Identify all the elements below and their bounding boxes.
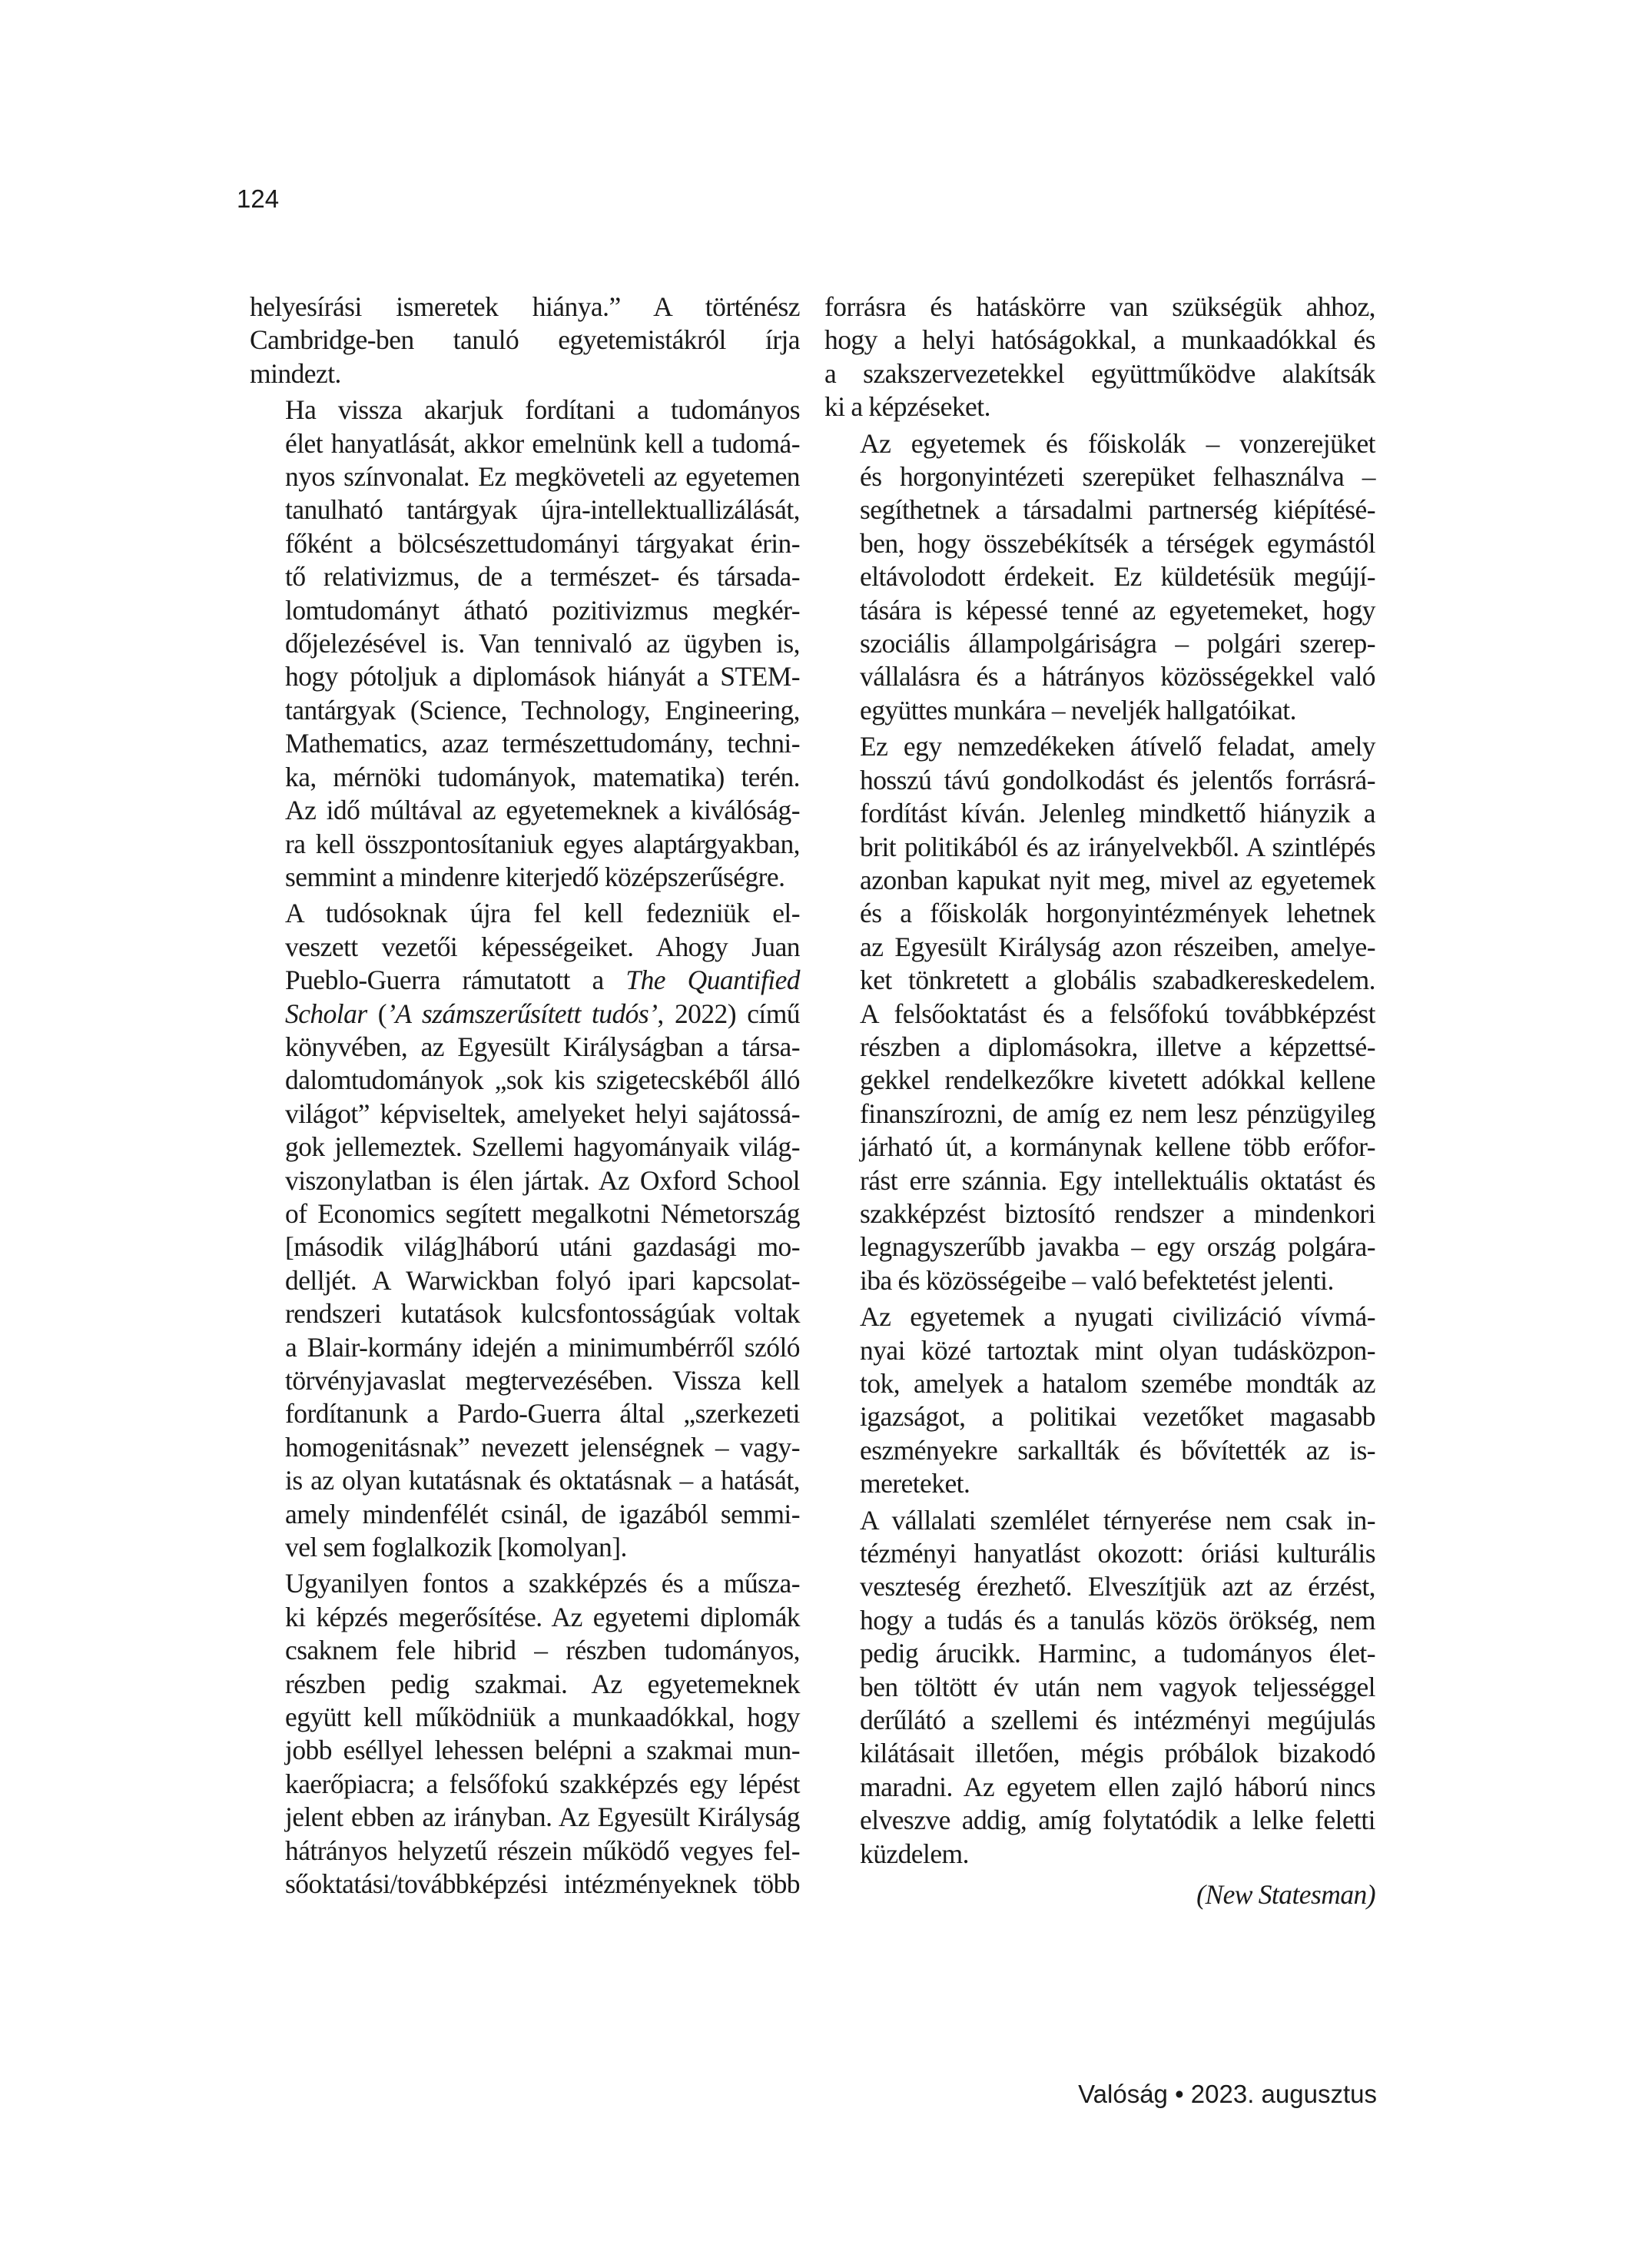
text-line: homogenitásnak” nevezett jelenségnek – vagy-	[285, 1431, 800, 1463]
text-line: szakképzést biztosító rendszer a mindenkori	[860, 1197, 1375, 1229]
text-line: elveszve addig, amíg folytatódik a lelke feletti	[860, 1805, 1375, 1836]
article-column-right	[824, 291, 1375, 1912]
text-line: fordítanunk a Pardo-Guerra által „szerkezeti	[285, 1398, 800, 1430]
text-line: A felsőoktatást és a felsőfokú továbbképzést	[860, 998, 1375, 1029]
text-line: mindezt.	[250, 357, 341, 389]
text-line: Mathematics, azaz természettudomány, techni-	[285, 728, 800, 759]
text-line: Az egyetemek a nyugati civilizáció vívmá-	[860, 1301, 1375, 1333]
text-line: nyai közé tartoztak mint olyan tudásközpon-	[860, 1334, 1375, 1366]
text-line: A tudósoknak újra fel kell fedezniük el-	[285, 898, 800, 929]
text-line: ket tönkretett a globális szabadkereskedelem.	[860, 965, 1375, 996]
text-line: csaknem fele hibrid – részben tudományos,	[285, 1635, 800, 1666]
text-line: igazságot, a politikai vezetőket magasabb	[860, 1401, 1375, 1433]
text-line: tanulható tantárgyak újra-intellektuallizálását,	[285, 494, 800, 526]
text-line: Az idő múltával az egyetemeknek a kiválóság-	[285, 795, 800, 826]
text-line: és horgonyintézeti szerepüket felhasználva –	[860, 461, 1375, 493]
text-line: ben, hogy összebékítsék a térségek egymástól	[860, 527, 1375, 559]
text-line: és a főiskolák horgonyintézmények lehetnek	[860, 898, 1375, 929]
text-line: ra kell összpontosítaniuk egyes alaptárgyakban,	[285, 828, 800, 859]
text-line: vállalásra és a hátrányos közösségekkel való	[860, 661, 1375, 692]
text-line: sőoktatási/továbbképzési intézményeknek több	[285, 1868, 800, 1900]
text-line: vel sem foglalkozik [komolyan].	[285, 1532, 627, 1563]
text-line: maradni. Az egyetem ellen zajló háború nincs	[860, 1771, 1375, 1802]
text-line: jobb eséllyel lehessen belépni a szakmai mun-	[285, 1735, 800, 1766]
text-line: tő relativizmus, de a természet- és társada-	[285, 561, 800, 593]
text-line: Ugyanilyen fontos a szakképzés és a műsza-	[285, 1568, 800, 1599]
article-column-left	[250, 291, 800, 1904]
text-line: azonban kapukat nyit meg, mivel az egyetemek	[860, 864, 1375, 895]
text-line: hogy pótoljuk a diplomások hiányát a STEM-	[285, 661, 800, 692]
text-line: veszett vezetői képességeiket. Ahogy Juan	[285, 931, 800, 962]
paragraph	[824, 1504, 1375, 1871]
text-line: rást erre szánnia. Egy intellektuális oktatást és	[860, 1164, 1375, 1196]
text-line: Ez egy nemzedékeken átívelő feladat, amely	[860, 731, 1375, 762]
paragraph	[250, 291, 800, 390]
text-line: hátrányos helyzetű részein működő vegyes fel-	[285, 1835, 800, 1866]
text-line: hogy a tudás és a tanulás közös örökség, nem	[860, 1604, 1375, 1635]
text-line: eltávolodott érdekeit. Ez küldetésük megújí-	[860, 561, 1375, 593]
text-line: tantárgyak (Science, Technology, Engineering,	[285, 694, 800, 726]
paragraph	[250, 393, 800, 894]
paragraph	[824, 291, 1375, 424]
text-line: iba és közösségeibe – való befektetést jelenti.	[860, 1264, 1334, 1296]
text-line: finanszírozni, de amíg ez nem lesz pénzügyileg	[860, 1097, 1375, 1129]
text-line: a Blair-kormány idején a minimumbérről szóló	[285, 1331, 800, 1363]
text-line: tására is képessé tenné az egyetemeket, hogy	[860, 594, 1375, 626]
text-line: dalomtudományok „sok kis szigetecskéből álló	[285, 1064, 800, 1096]
text-line: járható út, a kormánynak kellene több erőfor-	[860, 1131, 1375, 1163]
text-line: jelent ebben az irányban. Az Egyesült Királyság	[285, 1801, 800, 1833]
paragraph	[824, 730, 1375, 1297]
text-line: tézményi hanyatlást okozott: óriási kulturális	[860, 1538, 1375, 1569]
text-line: részben a diplomásokra, illetve a képzettsé-	[860, 1031, 1375, 1062]
text-line: derűlátó a szellemi és intézményi megújulás	[860, 1705, 1375, 1736]
text-line: világot” képviseltek, amelyeket helyi sajátossá-	[285, 1097, 800, 1129]
page-number: 124	[237, 184, 280, 213]
page-footer: Valóság • 2023. augusztus	[1078, 2080, 1377, 2108]
paragraph	[250, 1567, 800, 1901]
text-line: az Egyesült Királyság azon részeiben, amelye-	[860, 931, 1375, 962]
text-line: pedig árucikk. Harminc, a tudományos élet-	[860, 1638, 1375, 1669]
text-line: is az olyan kutatásnak és oktatásnak – a hatását,	[285, 1465, 800, 1496]
text-line: lomtudományt átható pozitivizmus megkér-	[285, 594, 800, 626]
text-line: küzdelem.	[860, 1838, 969, 1869]
text-line: könyvében, az Egyesült Királyságban a társa-	[285, 1031, 800, 1062]
paragraph	[250, 897, 800, 1564]
text-line: törvényjavaslat megtervezésében. Vissza kell	[285, 1365, 800, 1396]
text-line: ka, mérnöki tudományok, matematika) terén.	[285, 761, 800, 792]
text-line: rendszeri kutatások kulcsfontosságúak voltak	[285, 1298, 800, 1330]
text-line: a szakszervezetekkel együttműködve alakítsák	[824, 357, 1375, 389]
text-line: fordítást kíván. Jelenleg mindkettő hiányzik a	[860, 798, 1375, 829]
text-line: viszonylatban is élen jártak. Az Oxford School	[285, 1164, 800, 1196]
text-line: ki a képzéseket.	[824, 391, 990, 423]
text-line: hosszú távú gondolkodást és jelentős forrásrá-	[860, 764, 1375, 795]
text-line: Cambridge-ben tanuló egyetemistákról írja	[250, 324, 800, 356]
text-line: forrásra és hatáskörre van szükségük ahhoz,	[824, 291, 1375, 322]
text-line: ki képzés megerősítése. Az egyetemi diplomák	[285, 1601, 800, 1632]
text-line: A vállalati szemlélet térnyerése nem csak in-	[860, 1504, 1375, 1536]
text-line: semmint a mindenre kiterjedő középszerűségre.	[285, 861, 785, 892]
text-line: legnagyszerűbb javakba – egy ország polgára-	[860, 1231, 1375, 1263]
text-line: veszteség érezhető. Elveszítjük azt az érzést,	[860, 1571, 1375, 1602]
text-line: kaerőpiacra; a felsőfokú szakképzés egy lépést	[285, 1768, 800, 1799]
text-line: of Economics segített megalkotni Németország	[285, 1197, 800, 1229]
text-line: gekkel rendelkezőkre kivetett adókkal kellene	[860, 1064, 1375, 1096]
text-line: szociális állampolgáriságra – polgári szerep-	[860, 628, 1375, 659]
text-line: élet hanyatlását, akkor emelnünk kell a tudomá-	[285, 427, 800, 459]
italic-title: The Quantified	[625, 965, 800, 996]
italic-title: ’A számszerűsített tudós’	[386, 998, 658, 1029]
text-line: helyesírási ismeretek hiánya.” A történész	[250, 291, 800, 322]
article-source: (New Statesman)	[1196, 1879, 1375, 1911]
text-line: ben töltött év után nem vagyok teljességgel	[860, 1671, 1375, 1702]
paragraph	[824, 1300, 1375, 1500]
text-line: gok jellemeztek. Szellemi hagyományaik világ-	[285, 1131, 800, 1163]
text-line: együttes munkára – neveljék hallgatóikat.	[860, 694, 1296, 726]
text-line: hogy a helyi hatóságokkal, a munkaadókkal és	[824, 324, 1375, 356]
text-line: brit politikából és az irányelvekből. A szintlépés	[860, 831, 1375, 862]
text-line: delljét. A Warwickban folyó ipari kapcsolat-	[285, 1264, 800, 1296]
text-line: [második világ]háború utáni gazdasági mo-	[285, 1231, 800, 1263]
text-line: Pueblo-Guerra rámutatott a The Quantified	[285, 965, 800, 996]
text-line: kilátásait illetően, mégis próbálok bizakodó	[860, 1738, 1375, 1769]
text-line: nyos színvonalat. Ez megköveteli az egyetemen	[285, 461, 800, 493]
text-line: Ha vissza akarjuk fordítani a tudományos	[285, 394, 800, 426]
text-line: együtt kell működniük a munkaadókkal, hogy	[285, 1702, 800, 1733]
text-line: dőjelezésével is. Van tennivaló az ügyben is,	[285, 628, 800, 659]
paragraph	[824, 427, 1375, 728]
text-line: részben pedig szakmai. Az egyetemeknek	[285, 1668, 800, 1699]
text-line: főként a bölcsészettudományi tárgyakat érin-	[285, 527, 800, 559]
text-line: eszményekre sarkallták és bővítették az is-	[860, 1434, 1375, 1466]
text-line: Scholar (’A számszerűsített tudós’, 2022) című	[285, 998, 800, 1029]
text-line: mereteket.	[860, 1468, 970, 1499]
text-line: amely mindenfélét csinál, de igazából semmi-	[285, 1498, 800, 1529]
italic-title: Scholar	[285, 998, 367, 1029]
text-line: Az egyetemek és főiskolák – vonzerejüket	[860, 427, 1375, 459]
text-line: segíthetnek a társadalmi partnerség kiépítésé-	[860, 494, 1375, 526]
text-line: tok, amelyek a hatalom szemébe mondták az	[860, 1368, 1375, 1399]
